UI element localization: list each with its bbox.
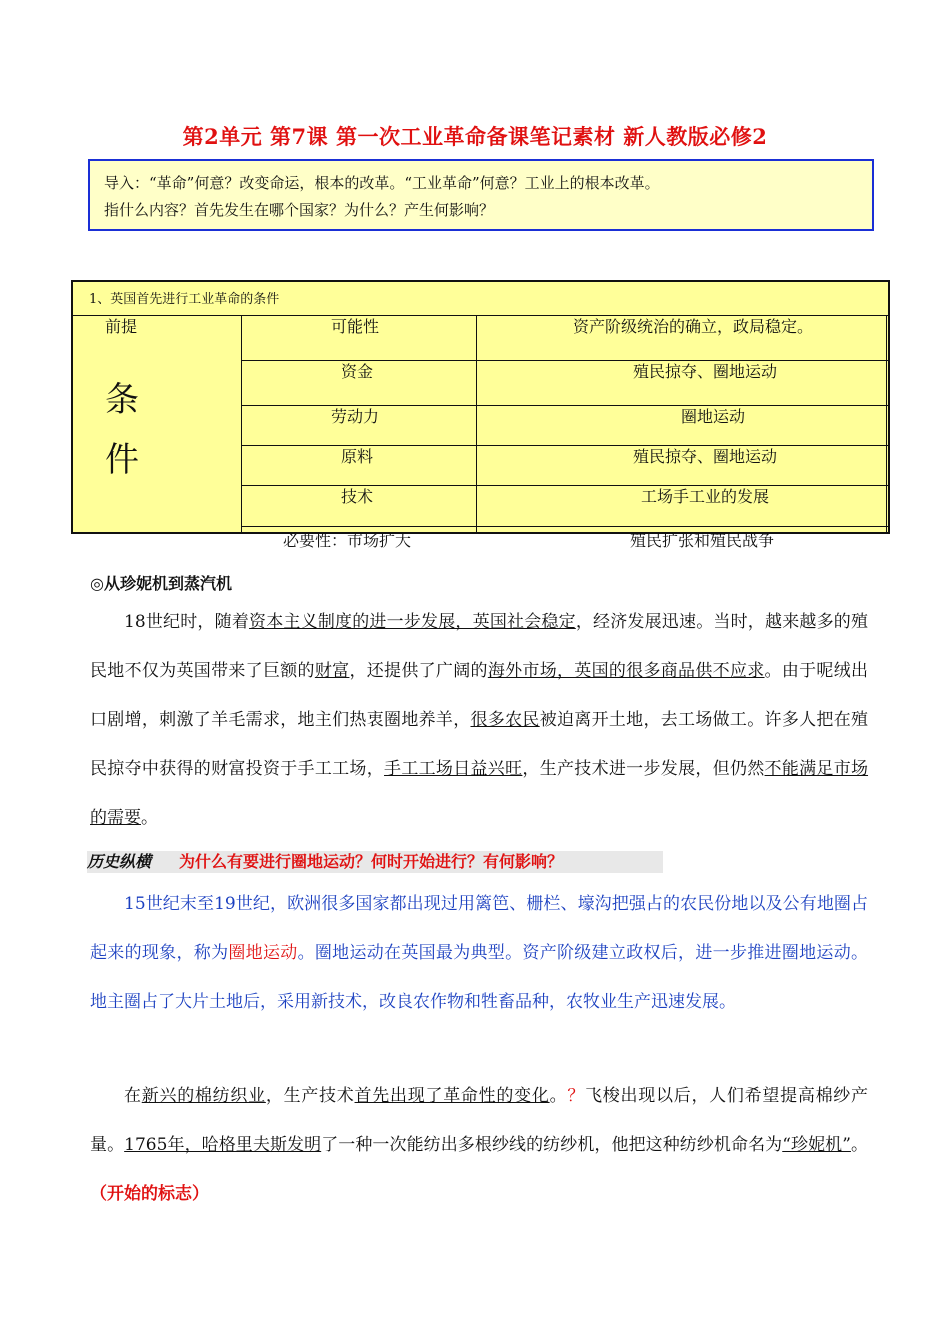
necessity-value: 殖民扩张和殖民战争 <box>630 531 775 550</box>
underlined-text: 首先出现了革命性的变化 <box>354 1086 550 1106</box>
table-rule <box>241 485 888 486</box>
row-label: 技术 <box>341 487 374 506</box>
paragraph-3 <box>90 1072 868 1219</box>
row-label: 劳动力 <box>331 407 380 426</box>
table-rule <box>241 526 888 527</box>
history-label: 历史纵横 <box>87 852 152 871</box>
text: ，生产技术进一步发展，但仍然 <box>522 759 765 779</box>
underlined-text: 不能满足市场的需要 <box>90 759 869 828</box>
text: 18世纪时，随着 <box>124 612 250 632</box>
underlined-text: 新兴的棉纺织业 <box>141 1086 266 1106</box>
text: 。 <box>549 1086 568 1106</box>
intro-line-2: 指什么内容？首先发生在哪个国家？为什么？产生何影响？ <box>104 201 495 219</box>
intro-box <box>88 159 874 231</box>
underlined-text: 很多农民 <box>470 710 540 730</box>
table-rule <box>241 315 242 533</box>
row-value: 殖民掠夺、圈地运动 <box>633 447 778 466</box>
text: 。 <box>141 808 158 828</box>
start-marker: （开始的标志） <box>90 1184 209 1204</box>
text: 了一种一次能纺出多根纱线的纺纱机，他把这种纺纱机命名为 <box>321 1135 783 1155</box>
row-label: 原料 <box>341 447 374 466</box>
possibility-value: 资产阶级统治的确立，政局稳定。 <box>573 317 814 336</box>
table-rule <box>241 360 888 361</box>
history-question: 为什么有要进行圈地运动？何时开始进行？有何影响？ <box>179 852 564 871</box>
possibility-label: 可能性 <box>331 317 380 336</box>
necessity-label: 必要性：市场扩大 <box>283 531 412 550</box>
underlined-text: 海外市场，英国的很多商品供不应求 <box>487 661 765 681</box>
table-rule <box>886 315 887 533</box>
text: 在 <box>124 1086 142 1106</box>
text: 。 <box>850 1135 869 1155</box>
row-label: 资金 <box>341 362 374 381</box>
text: ，还提供了广阔的 <box>349 661 488 681</box>
text: 15世纪末至19世纪，欧洲很多国家都出现过用篱笆、栅栏、壕沟把强占的农民份地以及公有地圈占起来的现象，称为 <box>90 894 868 963</box>
text: 。圈地运动在英国最为典型。资产阶级建立政权后，进一步推进圈地运动。地主圈占了大片土地后，采用新技术，改良农作物和牲畜品种，农牧业生产迅速发展。 <box>90 943 869 1012</box>
question-mark: ？ <box>567 1086 586 1106</box>
condition-char: 条 <box>105 380 139 420</box>
paragraph-history <box>90 880 868 1027</box>
underlined-text: “珍妮机” <box>782 1135 851 1155</box>
conditions-table <box>71 280 890 534</box>
underlined-text: 财富 <box>314 661 350 681</box>
text: ，生产技术 <box>265 1086 355 1106</box>
history-banner <box>87 851 663 873</box>
underlined-text: 手工工场日益兴旺 <box>384 759 523 779</box>
table-rule <box>241 445 888 446</box>
premise-label: 前提 <box>105 317 138 336</box>
table-caption: 1、英国首先进行工业革命的条件 <box>89 292 280 307</box>
row-value: 工场手工业的发展 <box>641 487 770 506</box>
condition-char: 件 <box>105 440 139 480</box>
text: 被迫离开土地，去工场做工。许多人把在殖民掠夺中获得的财富投资于手工工场， <box>90 710 869 779</box>
intro-line-1: 导入：“革命”何意？改变命运，根本的改革。“工业革命”何意？工业上的根本改革。 <box>104 174 660 192</box>
row-value: 殖民掠夺、圈地运动 <box>633 362 778 381</box>
paragraph-1 <box>90 598 868 843</box>
page-title: 第2单元 第7课 第一次工业革命备课笔记素材 新人教版必修2 <box>182 124 768 149</box>
highlight-term: 圈地运动 <box>228 943 298 963</box>
text: 。由于呢绒出口剧增，刺激了羊毛需求，地主们热衷圈地养羊， <box>90 661 869 730</box>
text: ，经济发展迅速。当时，越来越多的殖民地不仅为英国带来了巨额的 <box>90 612 868 681</box>
row-value: 圈地运动 <box>681 407 746 426</box>
text: 飞梭出现以后，人们希望提高棉纱产量。 <box>90 1086 869 1155</box>
table-rule <box>476 315 477 533</box>
section-heading: ◎从珍妮机到蒸汽机 <box>90 574 232 593</box>
underlined-text: 资本主义制度的进一步发展，英国社会稳定 <box>249 612 576 632</box>
underlined-text: 1765年，哈格里夫斯发明 <box>124 1135 322 1155</box>
